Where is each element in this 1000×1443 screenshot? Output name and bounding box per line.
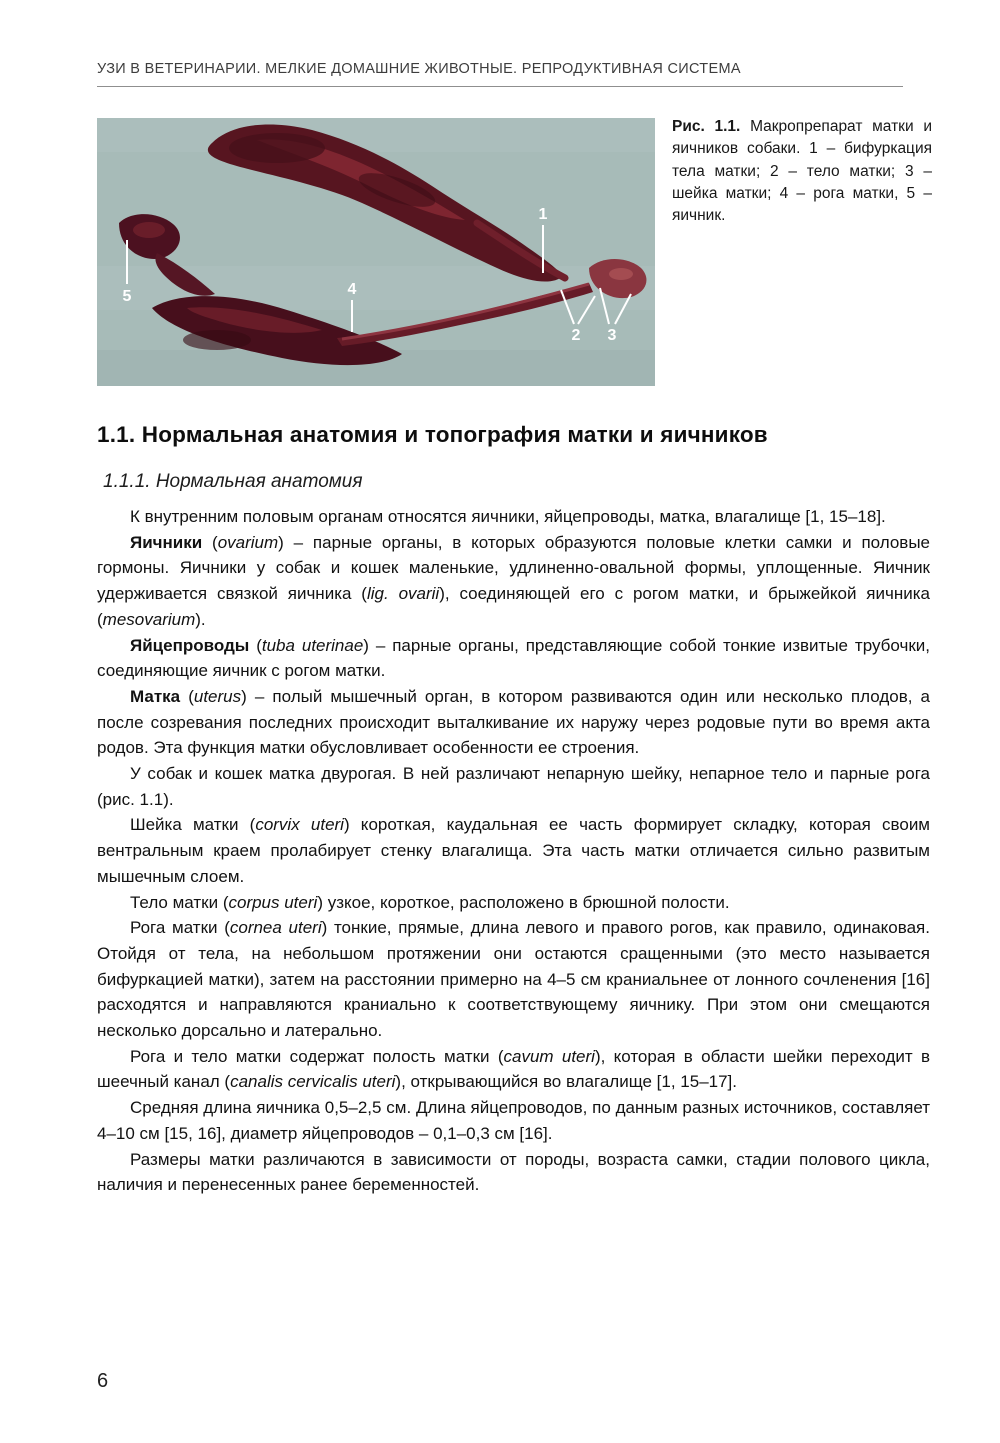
figure-label-1: 1	[538, 206, 548, 223]
figure-caption	[672, 116, 932, 228]
figure-label-5: 5	[122, 288, 132, 305]
paragraph: Шейка матки (corvix uteri) короткая, каудальная ее часть формирует складку, которая своим вентральным краем пролабирует стенку влагалища. Эта часть матки отличается сильно развитым мышечным слоем.	[97, 815, 930, 886]
subsection-heading: 1.1.1. Нормальная анатомия	[103, 471, 363, 492]
paragraph: Рога и тело матки содержат полость матки (cavum uteri), которая в области шейки переходит в шеечный канал (canalis cervicalis uteri), открывающийся во влагалище [1, 15–17].	[97, 1046, 930, 1092]
paragraph: Рога матки (cornea uteri) тонкие, прямые, длина левого и правого рогов, как правило, одинаковая. Отойдя от тела, на небольшом протяжении они остаются сращенными (это место называется бифуркацией матки), затем на расстоянии примерно на 4–5 см краниальнее от лонного сочленения [16] расходятся и направляются краниально к соответствующему яичнику. При этом они смещаются несколько дорсально и латерально.	[97, 918, 930, 1041]
paragraph: К внутренним половым органам относятся яичники, яйцепроводы, матка, влагалище [1, 15–18].	[130, 507, 886, 526]
specimen-photo	[97, 118, 655, 386]
section-heading: 1.1. Нормальная анатомия и топография матки и яичников	[97, 422, 768, 447]
paragraph: Матка (uterus) – полый мышечный орган, в котором развиваются один или несколько плодов, а после созревания последних происходит выталкивание их наружу через родовые пути во время акта родов. Эта функция матки обусловливает особенности ее строения.	[97, 686, 930, 758]
paragraph: Яйцепроводы (tuba uterinae) – парные органы, представляющие собой тонкие извитые трубочки, соединяющие яичник с рогом матки.	[97, 635, 930, 681]
running-header: УЗИ В ВЕТЕРИНАРИИ. МЕЛКИЕ ДОМАШНИЕ ЖИВОТНЫЕ. РЕПРОДУКТИВНАЯ СИСТЕМА	[97, 61, 903, 87]
figure-label-4: 4	[347, 281, 357, 298]
page-number: 6	[97, 1370, 109, 1392]
figure-caption-text: Макропрепарат матки и яичников собаки. 1 – бифуркация тела матки; 2 – тело матки; 3 – шейка матки; 4 – рога матки, 5 – яичник.	[672, 118, 932, 225]
paragraph: Яичники (ovarium) – парные органы, в которых образуются половые клетки самки и половые гормоны. Яичники у собак и кошек маленькие, удлиненно-овальной формы, уплощенные. Яичник удерживается связкой яичника (lig. ovarii), соединяющей его с рогом матки, и брыжейкой яичника (mesovarium).	[97, 532, 930, 629]
figure-label-3: 3	[607, 327, 617, 344]
paragraph: Тело матки (corpus uteri) узкое, короткое, расположено в брюшной полости.	[130, 892, 730, 912]
figure-caption-label: Рис. 1.1.	[672, 118, 741, 135]
paragraph: Размеры матки различаются в зависимости от породы, возраста самки, стадии полового цикла, наличия и перенесенных ранее беременностей.	[97, 1149, 930, 1195]
paragraph: Средняя длина яичника 0,5–2,5 см. Длина яйцепроводов, по данным разных источников, составляет 4–10 см [15, 16], диаметр яйцепроводов – 0,1–0,3 см [16].	[97, 1098, 930, 1143]
paragraph: У собак и кошек матка двурогая. В ней различают непарную шейку, непарное тело и парные рога (рис. 1.1).	[97, 764, 930, 809]
figure-label-2: 2	[571, 327, 581, 344]
body-paragraphs	[97, 504, 930, 1198]
